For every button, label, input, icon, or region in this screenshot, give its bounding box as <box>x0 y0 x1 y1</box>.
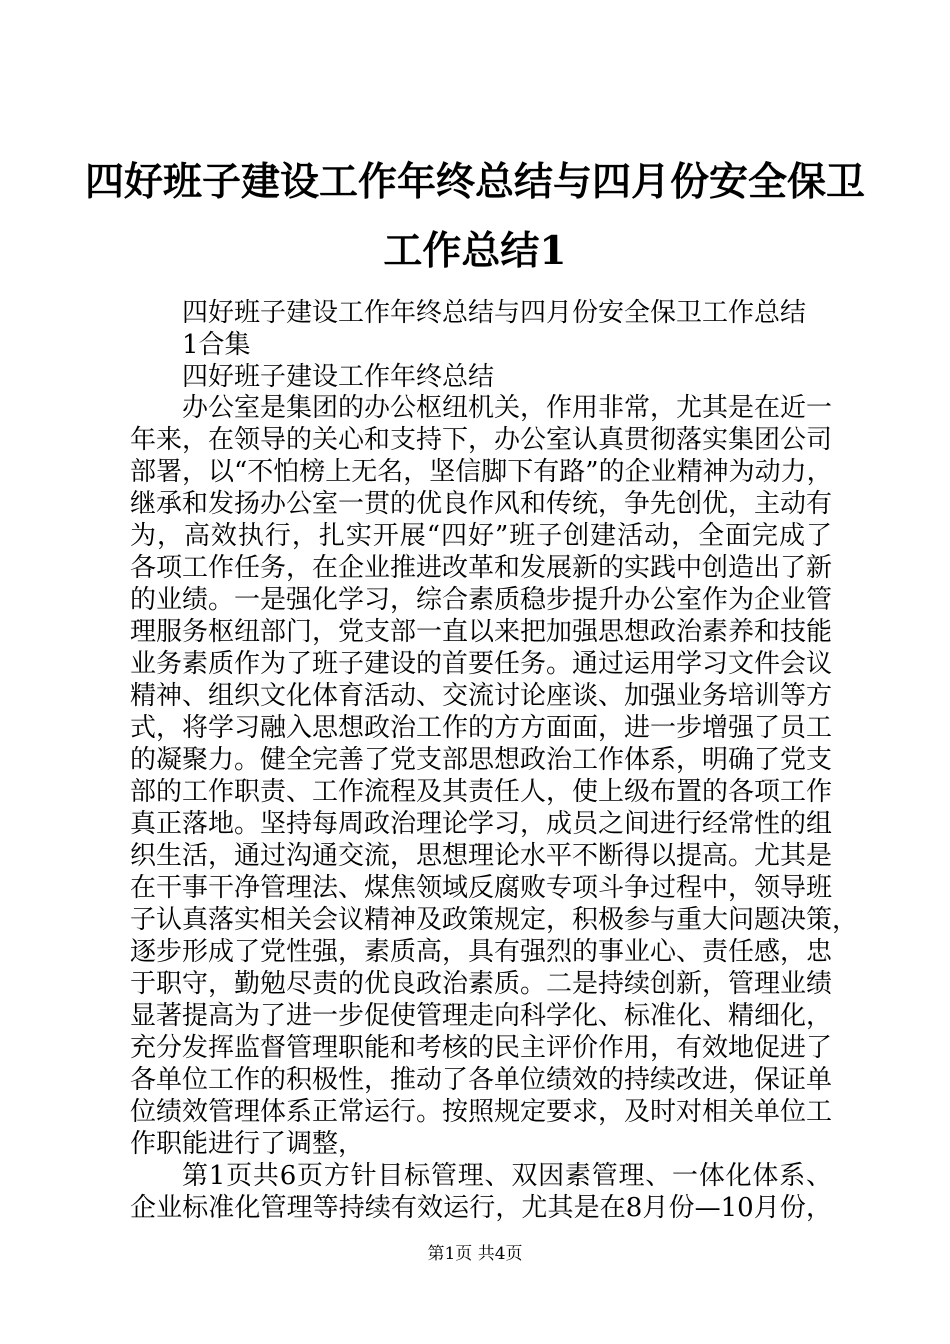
body-line: 子认真落实相关会议精神及政策规定，积极参与重大问题决策， <box>130 905 859 935</box>
body-line: 逐步形成了党性强，素质高，具有强烈的事业心、责任感，忠 <box>130 937 833 967</box>
body-line: 部署，以“不怕榜上无名，坚信脚下有路”的企业精神为动力， <box>130 457 833 487</box>
body-line: 的业绩。一是强化学习，综合素质稳步提升办公室作为企业管 <box>130 585 833 615</box>
body-line: 继承和发扬办公室一贯的优良作风和传统，争先创优，主动有 <box>130 489 833 519</box>
body-line: 各项工作任务，在企业推进改革和发展新的实践中创造出了新 <box>130 553 833 583</box>
body-line: 在干事干净管理法、煤焦领域反腐败专项斗争过程中，领导班 <box>130 873 833 903</box>
body-line: 各单位工作的积极性，推动了各单位绩效的持续改进，保证单 <box>130 1065 833 1095</box>
section-heading: 四好班子建设工作年终总结 <box>182 362 495 392</box>
document-title-line-2: 工作总结1 <box>383 228 567 274</box>
body-line: 办公室是集团的办公枢纽机关，作用非常，尤其是在近一 <box>182 393 833 423</box>
body-line: 理服务枢纽部门，党支部一直以来把加强思想政治素养和技能 <box>130 617 833 647</box>
body-line: 的凝聚力。健全完善了党支部思想政治工作体系，明确了党支 <box>130 745 833 775</box>
body-line: 充分发挥监督管理职能和考核的民主评价作用，有效地促进了 <box>130 1033 833 1063</box>
body-line: 于职守，勤勉尽责的优良政治素质。二是持续创新，管理业绩 <box>130 969 833 999</box>
body-line: 真正落地。坚持每周政治理论学习，成员之间进行经常性的组 <box>130 809 833 839</box>
body-line: 精神、组织文化体育活动、交流讨论座谈、加强业务培训等方 <box>130 681 833 711</box>
subtitle-line-2: 1合集 <box>182 330 251 360</box>
body-line: 为，高效执行，扎实开展“四好”班子创建活动，全面完成了 <box>130 521 832 551</box>
body-line: 业务素质作为了班子建设的首要任务。通过运用学习文件会议 <box>130 649 833 679</box>
body-line: 显著提高为了进一步促使管理走向科学化、标准化、精细化， <box>130 1001 833 1031</box>
body-line: 作职能进行了调整， <box>130 1129 365 1159</box>
body-line: 年来，在领导的关心和支持下，办公室认真贯彻落实集团公司 <box>130 425 833 455</box>
body-line: 位绩效管理体系正常运行。按照规定要求，及时对相关单位工 <box>130 1097 833 1127</box>
document-title-line-1: 四好班子建设工作年终总结与四月份安全保卫 <box>84 159 865 205</box>
body-line: 织生活，通过沟通交流，思想理论水平不断得以提高。尤其是 <box>130 841 833 871</box>
page-footer: 第1页 共4页 <box>427 1244 523 1264</box>
body-line: 式，将学习融入思想政治工作的方方面面，进一步增强了员工 <box>130 713 833 743</box>
body-line: 第1页共6页方针目标管理、双因素管理、一体化体系、 <box>182 1161 832 1191</box>
body-line: 部的工作职责、工作流程及其责任人，使上级布置的各项工作 <box>130 777 833 807</box>
subtitle-line-1: 四好班子建设工作年终总结与四月份安全保卫工作总结 <box>182 298 807 328</box>
body-line: 企业标准化管理等持续有效运行，尤其是在8月份—10月份， <box>130 1193 832 1223</box>
